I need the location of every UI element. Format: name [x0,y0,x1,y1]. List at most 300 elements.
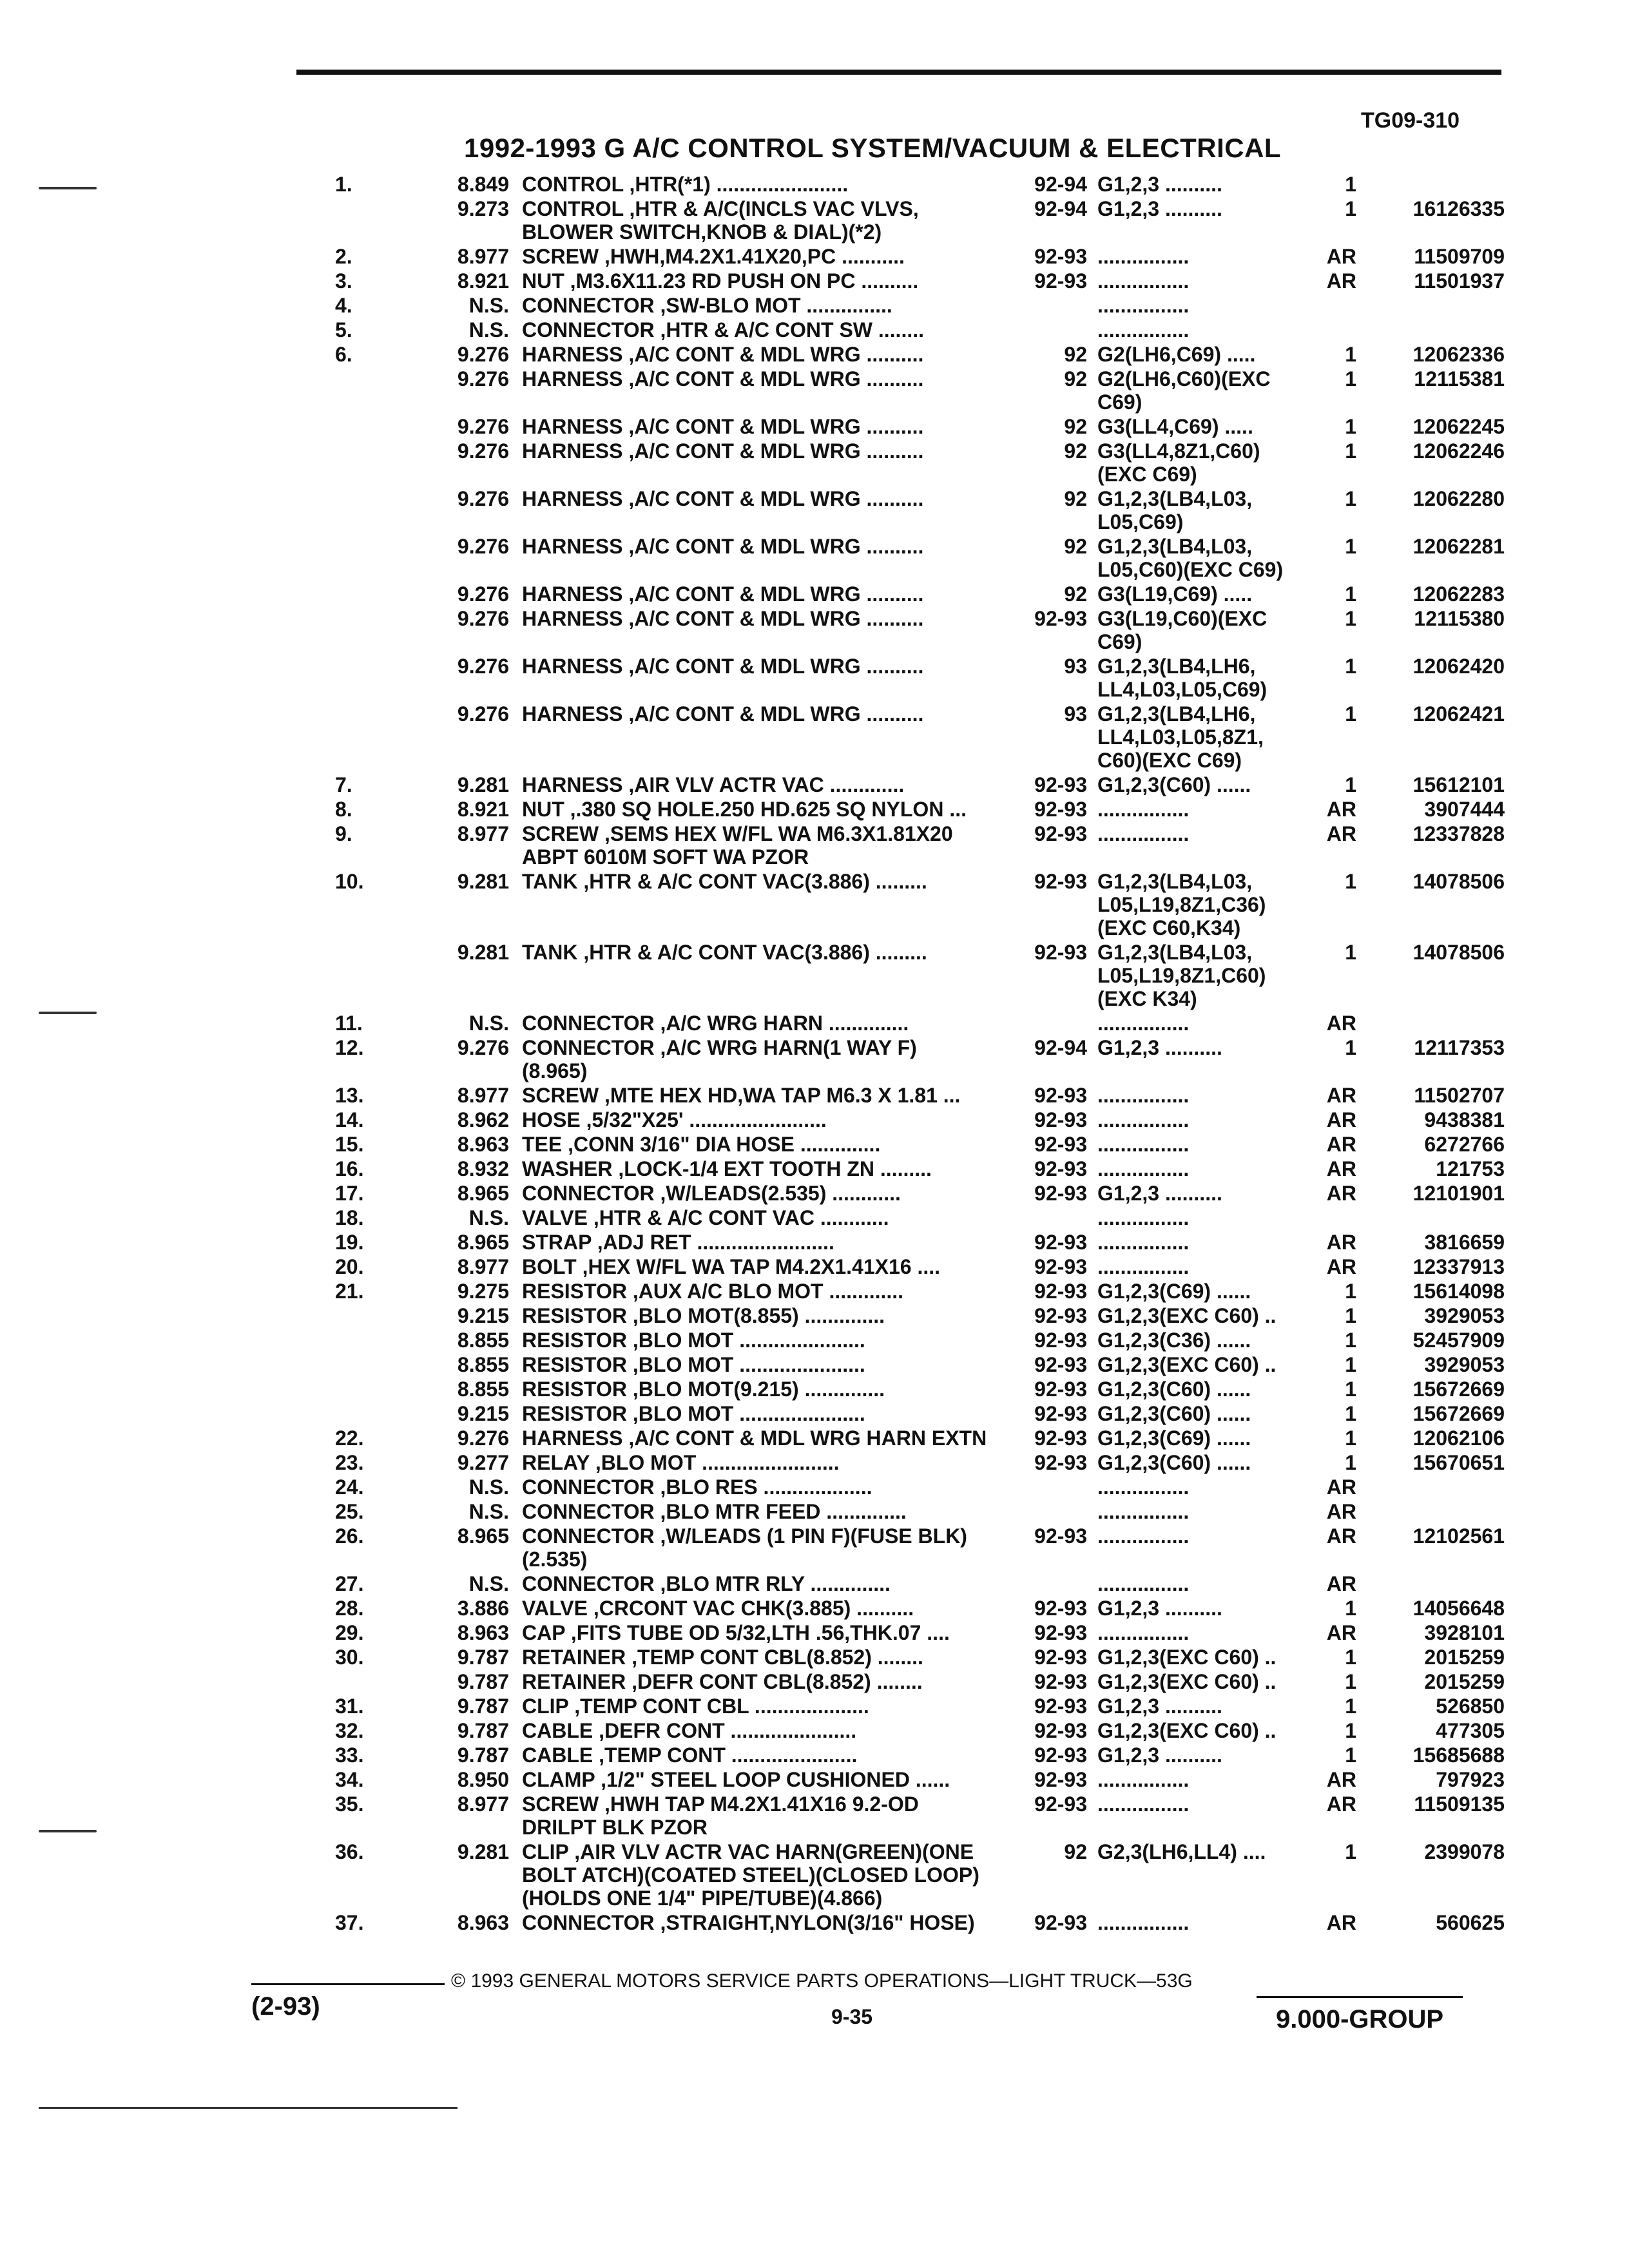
parts-row [296,367,1508,414]
parts-row [296,1012,1508,1035]
model-years: 92-93 [1034,1378,1087,1401]
part-number: 12102561 [1412,1524,1505,1548]
model-years [1018,1572,1092,1595]
group-number: N.S. [468,1500,509,1523]
part-number: 15614098 [1412,1280,1505,1303]
part-description: RETAINER ,TEMP CONT CBL(8.852) ........ [522,1646,923,1669]
model-codes: ................ [1097,1206,1190,1229]
part-number: 12062280 [1412,487,1505,510]
part-number: 12062281 [1412,535,1505,558]
quantity: 1 [1345,702,1356,726]
part-description: HARNESS ,A/C CONT & MDL WRG .......... [522,487,924,510]
model-years: 92-93 [1034,1427,1087,1450]
quantity: 1 [1345,1280,1356,1303]
quantity: 1 [1345,1840,1356,1863]
part-description: CONNECTOR ,W/LEADS (1 PIN F)(FUSE BLK) (2.535) [522,1524,967,1571]
quantity: AR [1326,1231,1356,1254]
group-number: 8.932 [457,1157,509,1180]
model-codes: ................ [1097,1157,1190,1180]
quantity: 1 [1345,1036,1356,1059]
parts-row [296,822,1508,869]
punch-mark [39,1830,97,1832]
parts-row [296,1500,1508,1523]
model-codes: G2(LH6,C69) ..... [1097,343,1256,366]
item-number [296,607,367,653]
part-description: CONNECTOR ,BLO RES ................... [522,1475,872,1499]
part-description: CLIP ,AIR VLV ACTR VAC HARN(GREEN)(ONE BOLT ATCH)(COATED STEEL)(CLOSED LOOP) (HOLDS ONE 1/4" PIPE/TUBE)(4.866) [522,1840,979,1910]
part-number: 12062421 [1412,702,1505,726]
model-codes: G1,2,3(EXC C60) .. [1097,1719,1277,1742]
parts-row [296,1353,1508,1376]
model-years: 92-93 [1034,1768,1087,1791]
quantity: AR [1326,1157,1356,1180]
parts-row [296,1670,1508,1693]
part-number: 12115380 [1414,607,1505,630]
part-number: 14078506 [1412,941,1505,964]
part-description: HARNESS ,A/C CONT & MDL WRG .......... [522,655,924,678]
group-number: 8.977 [457,1084,509,1107]
item-number: 32. [335,1719,364,1742]
part-description: TANK ,HTR & A/C CONT VAC(3.886) ......... [522,941,927,964]
parts-row [296,1597,1508,1620]
model-codes: G1,2,3 .......... [1097,1036,1222,1059]
part-number: 12115381 [1414,367,1505,390]
footer-rule-left [251,1983,445,1985]
item-number: 28. [335,1597,364,1620]
model-years: 92 [1064,367,1087,390]
footer-date-code: (2-93) [251,1992,320,2021]
model-codes: ................ [1097,1133,1190,1156]
model-codes: G1,2,3(C36) ...... [1097,1329,1251,1352]
item-number: 33. [335,1744,364,1767]
parts-row [296,702,1508,772]
group-number: 9.787 [457,1695,509,1718]
part-description: SCREW ,HWH,M4.2X1.41X20,PC ........... [522,245,905,268]
item-number: 36. [335,1840,364,1863]
group-number: 9.275 [457,1280,509,1303]
group-number: N.S. [468,1012,509,1035]
parts-row [296,318,1508,341]
model-codes: G1,2,3(C60) ...... [1097,1378,1251,1401]
parts-row [296,1646,1508,1669]
item-number [296,1378,367,1401]
item-number [296,582,367,606]
quantity: AR [1326,822,1356,845]
quantity: 1 [1345,1378,1356,1401]
item-number: 8. [335,798,352,821]
model-years: 92-93 [1034,1329,1087,1352]
group-number: 9.276 [457,582,509,606]
parts-row [296,535,1508,581]
item-number: 15. [335,1133,364,1156]
item-number: 21. [335,1280,364,1303]
model-codes: G1,2,3 .......... [1097,1597,1222,1620]
parts-row [296,1719,1508,1742]
group-number: 9.276 [457,487,509,510]
model-years: 92-94 [1034,197,1087,220]
footer-page-number: 9-35 [831,2005,873,2028]
quantity: 1 [1345,655,1356,678]
quantity [1305,318,1363,341]
top-rule [296,70,1501,75]
model-codes: G1,2,3 .......... [1097,197,1222,220]
model-years: 93 [1064,655,1087,678]
quantity: 1 [1345,1744,1356,1767]
group-number: 9.276 [457,1036,509,1059]
item-number: 19. [335,1231,364,1254]
item-number [296,1329,367,1352]
part-number: 3929053 [1424,1304,1505,1327]
part-description: SCREW ,HWH TAP M4.2X1.41X16 9.2-OD DRILPT BLK PZOR [522,1792,919,1839]
group-number: 9.787 [457,1670,509,1693]
model-codes: G1,2,3 .......... [1097,1695,1222,1718]
parts-row [296,1036,1508,1082]
parts-row [296,655,1508,701]
part-description: HARNESS ,A/C CONT & MDL WRG .......... [522,343,924,366]
model-years: 92-93 [1034,1621,1087,1644]
quantity: 1 [1345,439,1356,463]
parts-row [296,439,1508,486]
model-codes: ................ [1097,1231,1190,1254]
model-codes: ................ [1097,269,1190,293]
group-number: 9.281 [457,1840,509,1863]
model-codes: G1,2,3(C60) ...... [1097,773,1251,796]
part-number: 121753 [1436,1157,1505,1180]
model-years: 92-93 [1034,1597,1087,1620]
group-number: 8.965 [457,1524,509,1548]
part-description: CONNECTOR ,BLO MTR FEED .............. [522,1500,907,1523]
part-description: NUT ,.380 SQ HOLE.250 HD.625 SQ NYLON ... [522,798,967,821]
item-number [296,439,367,486]
group-number: 9.276 [457,1427,509,1450]
parts-row [296,1768,1508,1791]
part-description: CONNECTOR ,STRAIGHT,NYLON(3/16" HOSE) [522,1911,975,1934]
part-number: 560625 [1436,1911,1505,1934]
parts-row [296,1182,1508,1205]
group-number: 9.273 [457,197,509,220]
item-number: 16. [335,1157,364,1180]
group-number: 9.276 [457,535,509,558]
part-description: RESISTOR ,BLO MOT ...................... [522,1353,865,1376]
group-number: 9.281 [457,941,509,964]
group-number: 9.281 [457,870,509,893]
part-description: SCREW ,SEMS HEX W/FL WA M6.3X1.81X20 ABPT 6010M SOFT WA PZOR [522,822,953,869]
parts-row [296,1133,1508,1156]
model-years: 92-93 [1034,1280,1087,1303]
quantity: AR [1326,1792,1356,1816]
group-number: 9.281 [457,773,509,796]
part-number: 6272766 [1424,1133,1505,1156]
model-years: 92-93 [1034,773,1087,796]
quantity: AR [1326,798,1356,821]
part-number: 15672669 [1412,1378,1505,1401]
item-number [296,941,367,1010]
quantity: AR [1326,1500,1356,1523]
parts-row [296,1157,1508,1180]
quantity: AR [1326,245,1356,268]
part-description: CLAMP ,1/2" STEEL LOOP CUSHIONED ...... [522,1768,950,1791]
footer-rule-right [1257,1996,1463,1998]
parts-row [296,798,1508,821]
item-number: 9. [335,822,352,845]
part-number: 14078506 [1412,870,1505,893]
group-number: 8.849 [457,173,509,196]
group-number: 8.855 [457,1378,509,1401]
quantity: 1 [1345,415,1356,438]
quantity: 1 [1345,941,1356,964]
item-number: 4. [335,294,352,317]
model-codes: G1,2,3(EXC C60) .. [1097,1304,1277,1327]
part-description: RESISTOR ,AUX A/C BLO MOT ............. [522,1280,904,1303]
part-number: 15685688 [1412,1744,1505,1767]
model-years: 92-93 [1034,1695,1087,1718]
model-years: 92 [1064,582,1087,606]
group-number: 9.215 [457,1402,509,1425]
model-codes: ................ [1097,1012,1190,1035]
part-number: 15612101 [1412,773,1505,796]
item-number: 11. [335,1012,363,1035]
model-years: 92-93 [1034,941,1087,964]
quantity: 1 [1345,197,1356,220]
model-years [1018,1012,1092,1035]
model-codes: ................ [1097,294,1190,317]
group-number: 8.977 [457,245,509,268]
part-description: HARNESS ,A/C CONT & MDL WRG .......... [522,535,924,558]
quantity: AR [1326,269,1356,293]
model-codes: ................ [1097,1255,1190,1278]
quantity: 1 [1345,1427,1356,1450]
model-years [1018,1206,1092,1229]
group-number: 9.276 [457,415,509,438]
punch-mark [39,187,97,189]
model-codes: G3(LL4,8Z1,C60) (EXC C69) [1097,439,1260,486]
parts-row [296,1911,1508,1934]
item-number: 29. [335,1621,364,1644]
model-codes: G1,2,3(EXC C60) .. [1097,1670,1277,1693]
part-description: HARNESS ,AIR VLV ACTR VAC ............. [522,773,905,796]
quantity: 1 [1345,1646,1356,1669]
model-codes: ................ [1097,1108,1190,1131]
model-years: 92-93 [1034,1646,1087,1669]
footer-group-label: 9.000-GROUP [1276,2005,1444,2033]
part-description: RESISTOR ,BLO MOT ...................... [522,1329,865,1352]
group-number: 8.950 [457,1768,509,1791]
item-number: 3. [335,269,352,293]
group-number: 8.963 [457,1133,509,1156]
quantity [1305,294,1363,317]
part-number: 16126335 [1412,197,1505,220]
quantity: AR [1326,1012,1356,1035]
model-years: 92-93 [1034,607,1087,630]
part-description: TANK ,HTR & A/C CONT VAC(3.886) ......... [522,870,927,893]
part-number: 12337913 [1412,1255,1505,1278]
model-years: 92-94 [1034,1036,1087,1059]
item-number [296,415,367,438]
quantity: 1 [1345,367,1356,390]
part-number: 2015259 [1424,1670,1505,1693]
parts-row [296,1621,1508,1644]
part-number [1363,1572,1505,1595]
item-number: 20. [335,1255,364,1278]
quantity: 1 [1345,1670,1356,1693]
item-number: 18. [335,1206,364,1229]
parts-row [296,415,1508,438]
quantity: 1 [1345,173,1356,196]
part-description: SCREW ,MTE HEX HD,WA TAP M6.3 X 1.81 ... [522,1084,961,1107]
part-number: 2399078 [1424,1840,1505,1863]
group-number: 9.276 [457,367,509,390]
quantity: AR [1326,1572,1356,1595]
group-number: 9.276 [457,607,509,630]
group-number: 8.977 [457,1255,509,1278]
part-description: CONTROL ,HTR(*1) ....................... [522,173,849,196]
quantity: AR [1326,1768,1356,1791]
model-years: 92 [1064,343,1087,366]
part-description: CONTROL ,HTR & A/C(INCLS VAC VLVS, BLOWER SWITCH,KNOB & DIAL)(*2) [522,197,919,244]
parts-row [296,1402,1508,1425]
model-codes: G1,2,3(LB4,L03, L05,C69) [1097,487,1253,533]
part-description: CONNECTOR ,W/LEADS(2.535) ............ [522,1182,901,1205]
parts-row [296,294,1508,317]
parts-row [296,870,1508,939]
quantity [1305,1206,1363,1229]
item-number [296,1670,367,1693]
part-description: CABLE ,DEFR CONT ...................... [522,1719,857,1742]
model-years: 92-93 [1034,1670,1087,1693]
model-years: 92 [1064,1840,1087,1863]
model-years: 92-93 [1034,798,1087,821]
part-number: 15672669 [1412,1402,1505,1425]
part-description: BOLT ,HEX W/FL WA TAP M4.2X1.41X16 .... [522,1255,941,1278]
parts-row [296,1744,1508,1767]
quantity: AR [1326,1475,1356,1499]
item-number: 17. [335,1182,364,1205]
parts-list [296,173,1508,1936]
item-number [296,197,367,244]
parts-row [296,607,1508,653]
part-number: 477305 [1436,1719,1505,1742]
item-number: 2. [335,245,352,268]
model-years: 92-93 [1034,1182,1087,1205]
model-years: 92 [1064,535,1087,558]
quantity: AR [1326,1133,1356,1156]
part-description: CLIP ,TEMP CONT CBL .................... [522,1695,869,1718]
parts-row [296,343,1508,366]
parts-row [296,1475,1508,1499]
part-description: RELAY ,BLO MOT ........................ [522,1451,840,1474]
part-number: 11509135 [1414,1792,1505,1816]
group-number: 9.277 [457,1451,509,1474]
item-number: 14. [335,1108,364,1131]
item-number: 31. [335,1695,364,1718]
part-description: VALVE ,CRCONT VAC CHK(3.885) .......... [522,1597,914,1620]
part-number: 12101901 [1412,1182,1505,1205]
part-description: CONNECTOR ,BLO MTR RLY .............. [522,1572,891,1595]
model-codes: ................ [1097,318,1190,341]
model-years: 92-93 [1034,1719,1087,1742]
item-number: 1. [335,173,352,196]
part-number: 12062106 [1412,1427,1505,1450]
model-codes: ................ [1097,1572,1190,1595]
group-number: 9.276 [457,655,509,678]
parts-row [296,1451,1508,1474]
model-years: 92-93 [1034,822,1087,845]
model-codes: ................ [1097,822,1190,845]
model-codes: G1,2,3(LB4,L03, L05,L19,8Z1,C60) (EXC K34) [1097,941,1266,1010]
quantity: 1 [1345,773,1356,796]
model-codes: ................ [1097,1524,1190,1548]
group-number: 8.965 [457,1182,509,1205]
item-number: 6. [335,343,352,366]
item-number [296,702,367,772]
parts-row [296,1304,1508,1327]
parts-row [296,1524,1508,1571]
item-number: 34. [335,1768,364,1791]
parts-row [296,1792,1508,1839]
group-number: 9.276 [457,439,509,463]
parts-row [296,1206,1508,1229]
quantity: 1 [1345,870,1356,893]
item-number: 24. [335,1475,364,1499]
model-years: 92-93 [1034,1353,1087,1376]
group-number: N.S. [468,1572,509,1595]
group-number: 8.963 [457,1911,509,1934]
group-number: 8.962 [457,1108,509,1131]
quantity: AR [1326,1084,1356,1107]
part-number: 11502707 [1414,1084,1505,1107]
page-title: 1992-1993 G A/C CONTROL SYSTEM/VACUUM & ELECTRICAL [464,133,1282,163]
parts-row [296,245,1508,268]
parts-row [296,582,1508,606]
quantity: 1 [1345,343,1356,366]
model-codes: G1,2,3 .......... [1097,1744,1222,1767]
model-codes: G1,2,3(EXC C60) .. [1097,1353,1277,1376]
quantity: AR [1326,1255,1356,1278]
model-codes: G3(LL4,C69) ..... [1097,415,1253,438]
footer-rule-bottom [39,2107,458,2109]
model-codes: G1,2,3(C69) ...... [1097,1280,1251,1303]
part-number: 3928101 [1424,1621,1505,1644]
model-codes: G1,2,3(EXC C60) .. [1097,1646,1277,1669]
model-codes: G1,2,3(C69) ...... [1097,1427,1251,1450]
model-years [1018,1500,1092,1523]
model-codes: G1,2,3(LB4,LH6, LL4,L03,L05,8Z1, C60)(EXC C69) [1097,702,1264,772]
group-number: 3.886 [457,1597,509,1620]
part-number [1363,1475,1505,1499]
model-codes: ................ [1097,1084,1190,1107]
quantity: 1 [1345,582,1356,606]
group-number: N.S. [468,294,509,317]
part-number [1363,318,1505,341]
quantity: 1 [1345,487,1356,510]
quantity: AR [1326,1911,1356,1934]
model-codes: G1,2,3 .......... [1097,1182,1222,1205]
part-number: 15670651 [1412,1451,1505,1474]
model-years: 92-93 [1034,1133,1087,1156]
model-years: 92-93 [1034,1157,1087,1180]
parts-row [296,1695,1508,1718]
parts-row [296,487,1508,533]
part-description: HARNESS ,A/C CONT & MDL WRG .......... [522,367,924,390]
group-number: 9.787 [457,1719,509,1742]
quantity: AR [1326,1182,1356,1205]
parts-row [296,197,1508,244]
part-description: CAP ,FITS TUBE OD 5/32,LTH .56,THK.07 .... [522,1621,950,1644]
quantity: 1 [1345,1719,1356,1742]
model-codes: G1,2,3(LB4,LH6, LL4,L03,L05,C69) [1097,655,1268,701]
group-number: 8.965 [457,1231,509,1254]
model-years: 92-93 [1034,1524,1087,1548]
